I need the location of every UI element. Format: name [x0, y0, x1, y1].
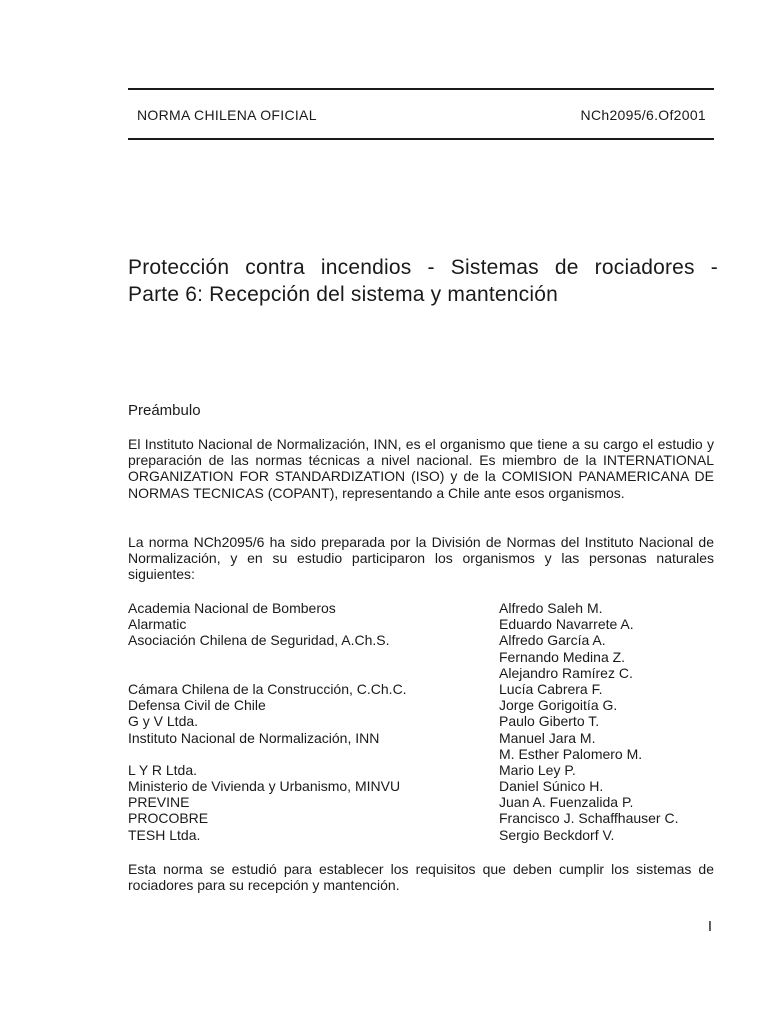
participant-row: [128, 746, 714, 762]
participant-organization: G y V Ltda.: [128, 713, 199, 730]
participant-person: Daniel Súnico H.: [499, 778, 604, 795]
participant-row: [128, 794, 714, 810]
participant-row: [128, 665, 714, 681]
header-top-rule: [128, 88, 714, 90]
participant-person: Alejandro Ramírez C.: [499, 664, 633, 681]
participant-row: [128, 730, 714, 746]
document-title: [128, 254, 718, 308]
participant-organization: PREVINE: [128, 794, 190, 811]
preamble-paragraph-2: La norma NCh2095/6 ha sido preparada por la División de Normas del Instituto Nacional de Normalización, y en su estudio participaron los organismos y las personas naturales siguientes:: [128, 534, 714, 583]
participant-organization: Cámara Chilena de la Construcción, C.Ch.C.: [128, 680, 407, 697]
page-number: I: [707, 918, 712, 935]
preamble-paragraph-1: El Instituto Nacional de Normalización, INN, es el organismo que tiene a su cargo el estudio y preparación de las normas técnicas a nivel nacional. Es miembro de la INTERNATIONAL ORGANIZATION FOR STANDARDIZATION (ISO) y de la COMISION PANAMERICANA DE NORMAS TECNICAS (COPANT), representando a Chile ante esos organismos.: [128, 436, 714, 501]
participant-organization: Defensa Civil de Chile: [128, 697, 266, 714]
participant-person: Paulo Giberto T.: [499, 713, 600, 730]
header-bottom-rule: [128, 138, 714, 140]
participant-person: Eduardo Navarrete A.: [499, 616, 634, 633]
participant-person: Francisco J. Schaffhauser C.: [499, 810, 679, 827]
participant-person: Juan A. Fuenzalida P.: [499, 794, 634, 811]
participants-list: [128, 600, 714, 843]
participant-organization: L Y R Ltda.: [128, 761, 198, 778]
participant-person: Fernando Medina Z.: [499, 648, 626, 665]
participant-organization: Asociación Chilena de Seguridad, A.Ch.S.: [128, 632, 390, 649]
participant-organization: TESH Ltda.: [128, 826, 201, 843]
standard-code: NCh2095/6.Of2001: [580, 107, 706, 123]
participant-row: [128, 778, 714, 794]
participant-row: [128, 616, 714, 632]
participant-person: Sergio Beckdorf V.: [499, 826, 615, 843]
participant-row: [128, 600, 714, 616]
participant-organization: [128, 665, 499, 681]
participant-organization: Alarmatic: [128, 616, 187, 633]
participant-person: Alfredo Saleh M.: [499, 600, 603, 616]
participant-organization: PROCOBRE: [128, 810, 209, 827]
preamble-paragraph-3: Esta norma se estudió para establecer los requisitos que deben cumplir los sistemas de rociadores para su recepción y mantención.: [128, 861, 714, 894]
participant-person: Manuel Jara M.: [499, 729, 596, 746]
participant-person: Jorge Gorigoitía G.: [499, 697, 618, 714]
participant-row: [128, 810, 714, 826]
participant-organization: Ministerio de Vivienda y Urbanismo, MINVU: [128, 778, 401, 795]
participant-row: [128, 681, 714, 697]
participant-row: [128, 762, 714, 778]
preamble-heading: Preámbulo: [128, 402, 201, 419]
participant-person: M. Esther Palomero M.: [499, 745, 643, 762]
participant-person: Lucía Cabrera F.: [499, 680, 603, 697]
participant-row: [128, 697, 714, 713]
participant-row: [128, 649, 714, 665]
participant-organization: [128, 649, 499, 665]
participant-row: [128, 713, 714, 729]
participant-person: Alfredo García A.: [499, 632, 606, 649]
participant-row: [128, 827, 714, 843]
document-title-line-1: Protección contra incendios - Sistemas de rociadores -: [128, 256, 718, 279]
participant-row: [128, 632, 714, 648]
participant-person: Mario Ley P.: [499, 761, 576, 778]
document-title-line-2: Parte 6: Recepción del sistema y mantención: [128, 283, 558, 306]
participant-organization: Academia Nacional de Bomberos: [128, 600, 336, 616]
participant-organization: Instituto Nacional de Normalización, INN: [128, 729, 380, 746]
standard-label: NORMA CHILENA OFICIAL: [137, 107, 317, 123]
participant-organization: [128, 746, 499, 762]
